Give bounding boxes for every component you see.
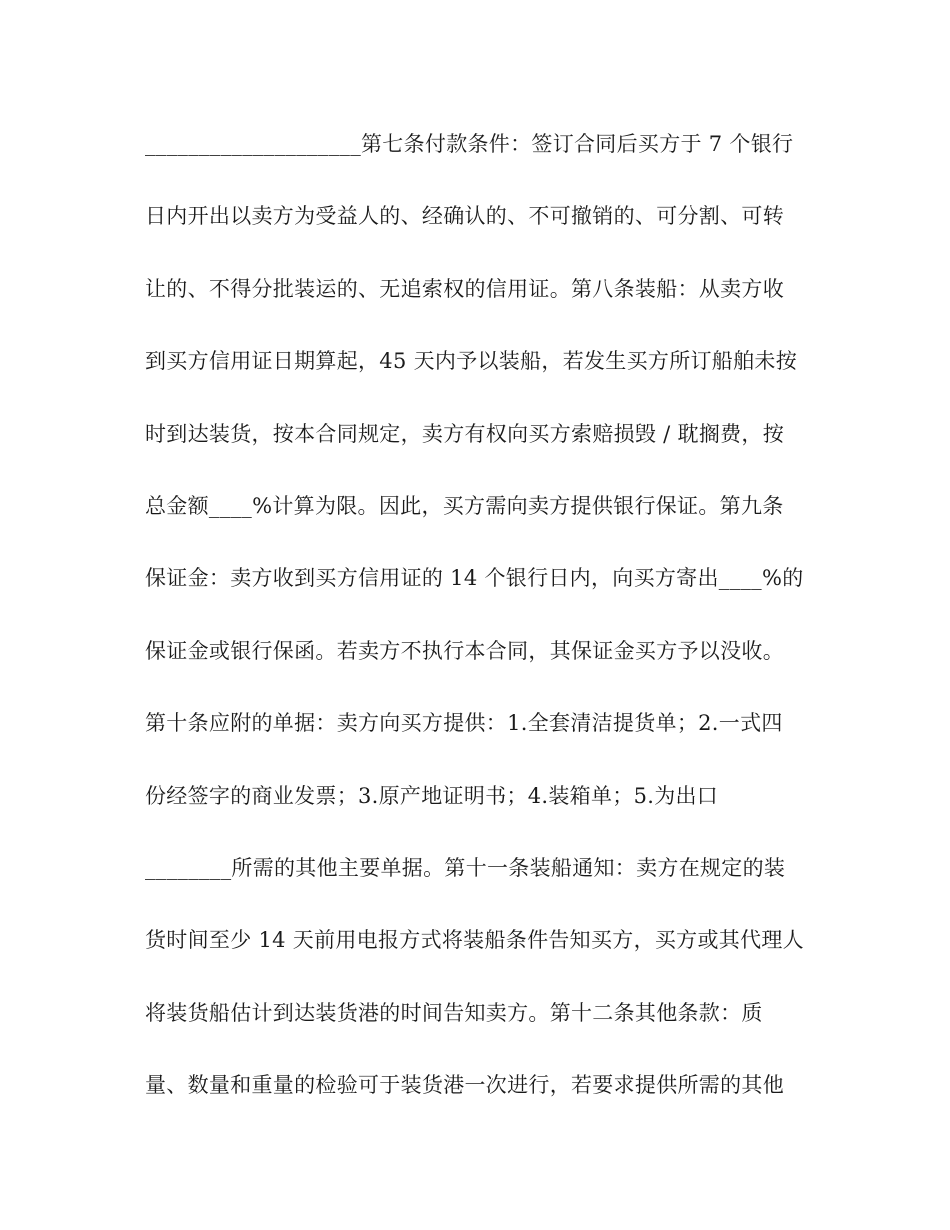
- text-line-11: ________所需的其他主要单据。第十一条装船通知：卖方在规定的装: [145, 855, 786, 880]
- text-line-6: 总金额____%计算为限。因此，买方需向卖方提供银行保证。第九条: [145, 493, 784, 518]
- text-line-4: 到买方信用证日期算起，45 天内予以装船，若发生买方所订船舶未按: [145, 349, 797, 374]
- text-line-9: 第十条应附的单据：卖方向买方提供：1.全套清洁提货单；2.一式四: [145, 711, 783, 736]
- text-line-3: 让的、不得分批装运的、无追索权的信用证。第八条装船：从卖方收: [145, 276, 784, 301]
- text-line-14: 量、数量和重量的检验可于装货港一次进行，若要求提供所需的其他: [145, 1073, 784, 1098]
- text-line-1: ____________________第七条付款条件：签订合同后买方于 7 个银行: [145, 132, 794, 156]
- text-line-13: 将装货船估计到达装货港的时间告知卖方。第十二条其他条款：质: [145, 1000, 763, 1025]
- text-line-8: 保证金或银行保函。若卖方不执行本合同，其保证金买方予以没收。: [145, 638, 784, 663]
- text-line-7: 保证金：卖方收到买方信用证的 14 个银行日内，向买方寄出____%的: [145, 566, 804, 591]
- text-line-10: 份经签字的商业发票；3.原产地证明书；4.装箱单；5.为出口: [145, 783, 719, 808]
- text-line-12: 货时间至少 14 天前用电报方式将装船条件告知买方，买方或其代理人: [145, 928, 804, 953]
- text-line-2: 日内开出以卖方为受益人的、经确认的、不可撤销的、可分割、可转: [145, 204, 784, 229]
- contract-text-body: [145, 118, 815, 1131]
- text-line-5: 时到达装货，按本合同规定，卖方有权向买方索赔损毁 / 耽搁费，按: [145, 421, 785, 446]
